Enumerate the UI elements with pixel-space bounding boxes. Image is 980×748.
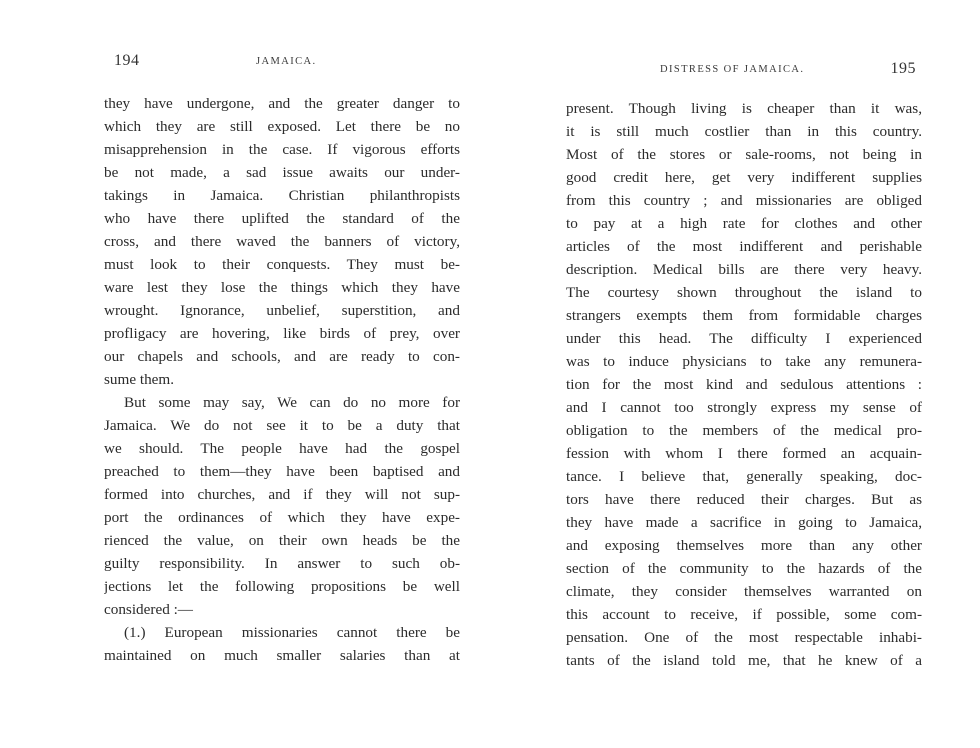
- text-line: The courtesy shown throughout the island to: [566, 284, 922, 301]
- text-line: profligacy are hovering, like birds of prey, over: [104, 325, 460, 342]
- text-line: sume them.: [104, 371, 175, 388]
- text-line: our chapels and schools, and are ready to con-: [104, 348, 460, 365]
- text-line: wrought. Ignorance, unbelief, superstition, and: [104, 302, 460, 319]
- left-running-head-title: JAMAICA.: [256, 56, 317, 67]
- text-line: obligation to the members of the medical pro-: [566, 422, 922, 439]
- text-line: must look to their conquests. They must be-: [104, 256, 460, 273]
- text-line: guilty responsibility. In answer to such ob-: [104, 555, 460, 572]
- text-line: present. Though living is cheaper than it was,: [566, 100, 922, 117]
- text-line: tance. I believe that, generally speaking, doc-: [566, 468, 922, 485]
- text-line: Jamaica. We do not see it to be a duty that: [104, 417, 460, 434]
- text-line: tants of the island told me, that he knew of a: [566, 652, 922, 669]
- right-page-text: [566, 97, 922, 672]
- text-line: this account to receive, if possible, some com-: [566, 606, 922, 623]
- text-line: which they are still exposed. Let there be no: [104, 118, 460, 135]
- text-line: Most of the stores or sale-rooms, not being in: [566, 146, 922, 163]
- text-line: But some may say, We can do no more for: [124, 394, 460, 411]
- text-line: was to induce physicians to take any remunera-: [566, 353, 922, 370]
- right-page-number: 195: [890, 60, 916, 77]
- text-line: cross, and there waved the banners of victory,: [104, 233, 460, 250]
- text-line: pensation. One of the most respectable inhabi-: [566, 629, 922, 646]
- text-line: articles of the most indifferent and perishable: [566, 238, 922, 255]
- left-running-head: [104, 52, 460, 72]
- text-line: rienced the value, on their own heads be the: [104, 532, 460, 549]
- text-line: it is still much costlier than in this country.: [566, 123, 922, 140]
- left-page-number: 194: [114, 52, 140, 69]
- text-line: be not made, a sad issue awaits our under-: [104, 164, 460, 181]
- text-line: tors have there reduced their charges. But as: [566, 491, 922, 508]
- text-line: considered :—: [104, 601, 193, 618]
- text-line: tion for the most kind and sedulous attentions :: [566, 376, 922, 393]
- text-line: preached to them—they have been baptised and: [104, 463, 460, 480]
- text-line: who have there uplifted the standard of the: [104, 210, 460, 227]
- text-line: port the ordinances of which they have expe-: [104, 509, 460, 526]
- text-line: takings in Jamaica. Christian philanthropists: [104, 187, 460, 204]
- text-line: fession with whom I there formed an acquain-: [566, 445, 922, 462]
- right-running-head: [566, 60, 922, 80]
- text-line: strangers exempts them from formidable charges: [566, 307, 922, 324]
- text-line: good credit here, get very indifferent supplies: [566, 169, 922, 186]
- text-line: they have undergone, and the greater danger to: [104, 95, 460, 112]
- text-line: maintained on much smaller salaries than at: [104, 647, 460, 664]
- text-line: under this head. The difficulty I experienced: [566, 330, 922, 347]
- text-line: description. Medical bills are there very heavy.: [566, 261, 922, 278]
- text-line: and exposing themselves more than any other: [566, 537, 922, 554]
- text-line: to pay at a high rate for clothes and other: [566, 215, 922, 232]
- text-line: and I cannot too strongly express my sense of: [566, 399, 922, 416]
- text-line: they have made a sacrifice in going to Jamaica,: [566, 514, 922, 531]
- left-page-text: [104, 92, 460, 667]
- text-line: jections let the following propositions be well: [104, 578, 460, 595]
- right-running-head-title: DISTRESS OF JAMAICA.: [660, 64, 805, 75]
- text-line: formed into churches, and if they will not sup-: [104, 486, 460, 503]
- text-line: we should. The people have had the gospel: [104, 440, 460, 457]
- text-line: section of the community to the hazards of the: [566, 560, 922, 577]
- text-line: misapprehension in the case. If vigorous efforts: [104, 141, 460, 158]
- text-line: (1.) European missionaries cannot there be: [124, 624, 460, 641]
- text-line: from this country ; and missionaries are obliged: [566, 192, 922, 209]
- text-line: ware lest they lose the things which they have: [104, 279, 460, 296]
- text-line: climate, they consider themselves warranted on: [566, 583, 922, 600]
